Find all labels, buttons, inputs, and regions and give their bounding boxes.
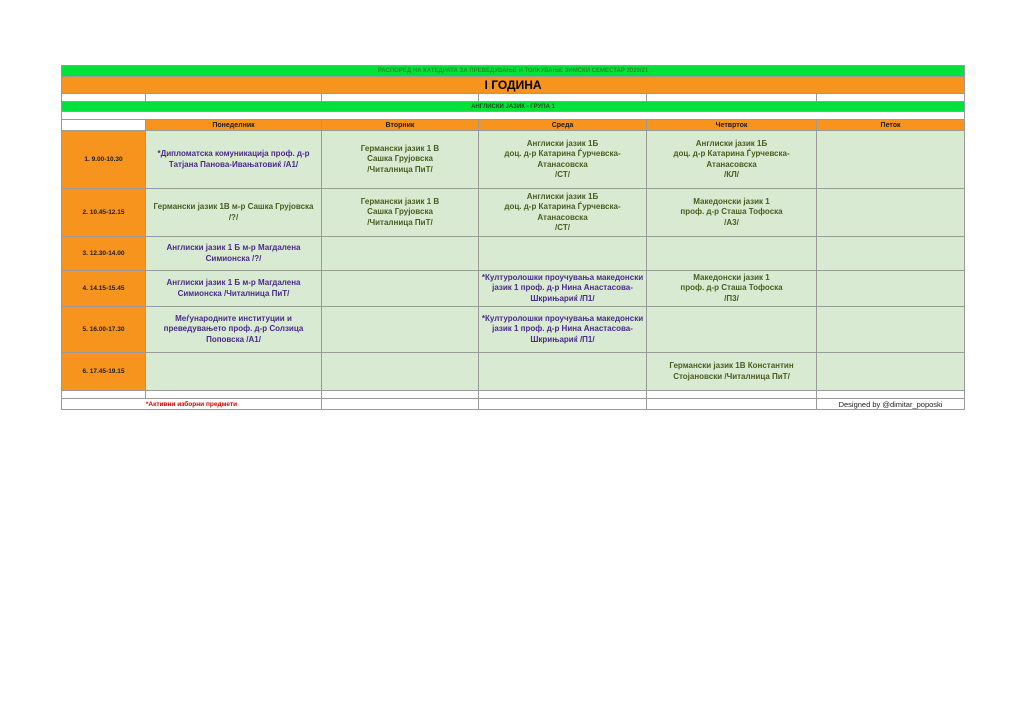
class-cell: Македонски јазик 1 проф. д-р Сташа Тофоска /А3/ — [647, 189, 817, 237]
spacer-row — [62, 112, 965, 120]
class-cell: Англиски јазик 1Б доц. д-р Катарина Ѓурчевска-Атанасовска /СТ/ — [479, 131, 647, 189]
class-cell — [817, 353, 965, 391]
class-cell: Македонски јазик 1 проф. д-р Сташа Тофоска /П3/ — [647, 271, 817, 307]
class-cell — [817, 307, 965, 353]
timetable-row — [62, 237, 965, 271]
timetable-row — [62, 189, 965, 237]
class-cell — [322, 237, 479, 271]
day-header: Вторник — [322, 120, 479, 131]
class-cell — [817, 131, 965, 189]
spacer-row — [62, 391, 965, 399]
class-cell — [817, 189, 965, 237]
class-cell: Англиски јазик 1 Б м-р Магдалена Симионска /Читалница ПиТ/ — [146, 271, 322, 307]
class-cell: Германски јазик 1В м-р Сашка Грујовска /?/ — [146, 189, 322, 237]
time-slot: 1. 9.00-10.30 — [62, 131, 146, 189]
timetable-row — [62, 271, 965, 307]
time-slot: 2. 10.45-12.15 — [62, 189, 146, 237]
timetable-row — [62, 131, 965, 189]
time-slot: 4. 14.15-15.45 — [62, 271, 146, 307]
time-slot: 3. 12.30-14.00 — [62, 237, 146, 271]
class-cell — [479, 237, 647, 271]
day-header: Среда — [479, 120, 647, 131]
time-slot: 5. 16.00-17.30 — [62, 307, 146, 353]
class-cell — [817, 271, 965, 307]
day-header: Четврток — [647, 120, 817, 131]
corner-cell — [62, 120, 146, 131]
class-cell: Германски јазик 1 В Сашка Грујовска /Читалница ПиТ/ — [322, 131, 479, 189]
class-cell — [647, 237, 817, 271]
timetable-row — [62, 353, 965, 391]
class-cell: Меѓународните институции и преведувањето проф. д-р Солзица Поповска /A1/ — [146, 307, 322, 353]
class-cell: *Дипломатска комуникација проф. д-р Татјана Панова-Ивањатовиќ /A1/ — [146, 131, 322, 189]
class-cell — [146, 353, 322, 391]
class-cell — [817, 237, 965, 271]
group-heading: АНГЛИСКИ ЈАЗИК - ГРУПА 1 — [62, 102, 965, 112]
class-cell — [322, 307, 479, 353]
class-cell: Англиски јазик 1Б доц. д-р Катарина Ѓурчевска-Атанасовска /СТ/ — [479, 189, 647, 237]
class-cell: Германски јазик 1В Константин Стојановски /Читалница ПиТ/ — [647, 353, 817, 391]
class-cell: *Културолошки проучувања македонски јазик 1 проф. д-р Нина Анастасова-Шкрињариќ /П1/ — [479, 271, 647, 307]
footer-row — [62, 399, 965, 410]
class-cell — [322, 271, 479, 307]
elective-note: *Активни изборни предмети — [62, 399, 322, 410]
class-cell — [322, 353, 479, 391]
year-heading: I ГОДИНА — [62, 77, 965, 94]
timetable-body — [62, 131, 965, 391]
spacer-row — [62, 94, 965, 102]
day-header: Петок — [817, 120, 965, 131]
class-cell — [479, 353, 647, 391]
schedule-table — [61, 65, 965, 410]
class-cell: Англиски јазик 1 Б м-р Магдалена Симионска /?/ — [146, 237, 322, 271]
day-header-row — [62, 120, 965, 131]
schedule-title: РАСПОРЕД НА КАТЕДРАТА ЗА ПРЕВЕДУВАЊЕ И ТОЛКУВАЊЕ ЗИМСКИ СЕМЕСТАР 2020/21 — [62, 66, 965, 77]
class-cell: *Културолошки проучувања македонски јазик 1 проф. д-р Нина Анастасова-Шкрињариќ /П1/ — [479, 307, 647, 353]
class-cell: Германски јазик 1 В Сашка Грујовска /Читалница ПиТ/ — [322, 189, 479, 237]
designer-credit: Designed by @dimitar_poposki — [817, 399, 965, 410]
timetable-row — [62, 307, 965, 353]
class-cell: Англиски јазик 1Б доц. д-р Катарина Ѓурчевска-Атанасовска /КЛ/ — [647, 131, 817, 189]
class-cell — [647, 307, 817, 353]
time-slot: 6. 17.45-19.15 — [62, 353, 146, 391]
day-header: Понеделник — [146, 120, 322, 131]
